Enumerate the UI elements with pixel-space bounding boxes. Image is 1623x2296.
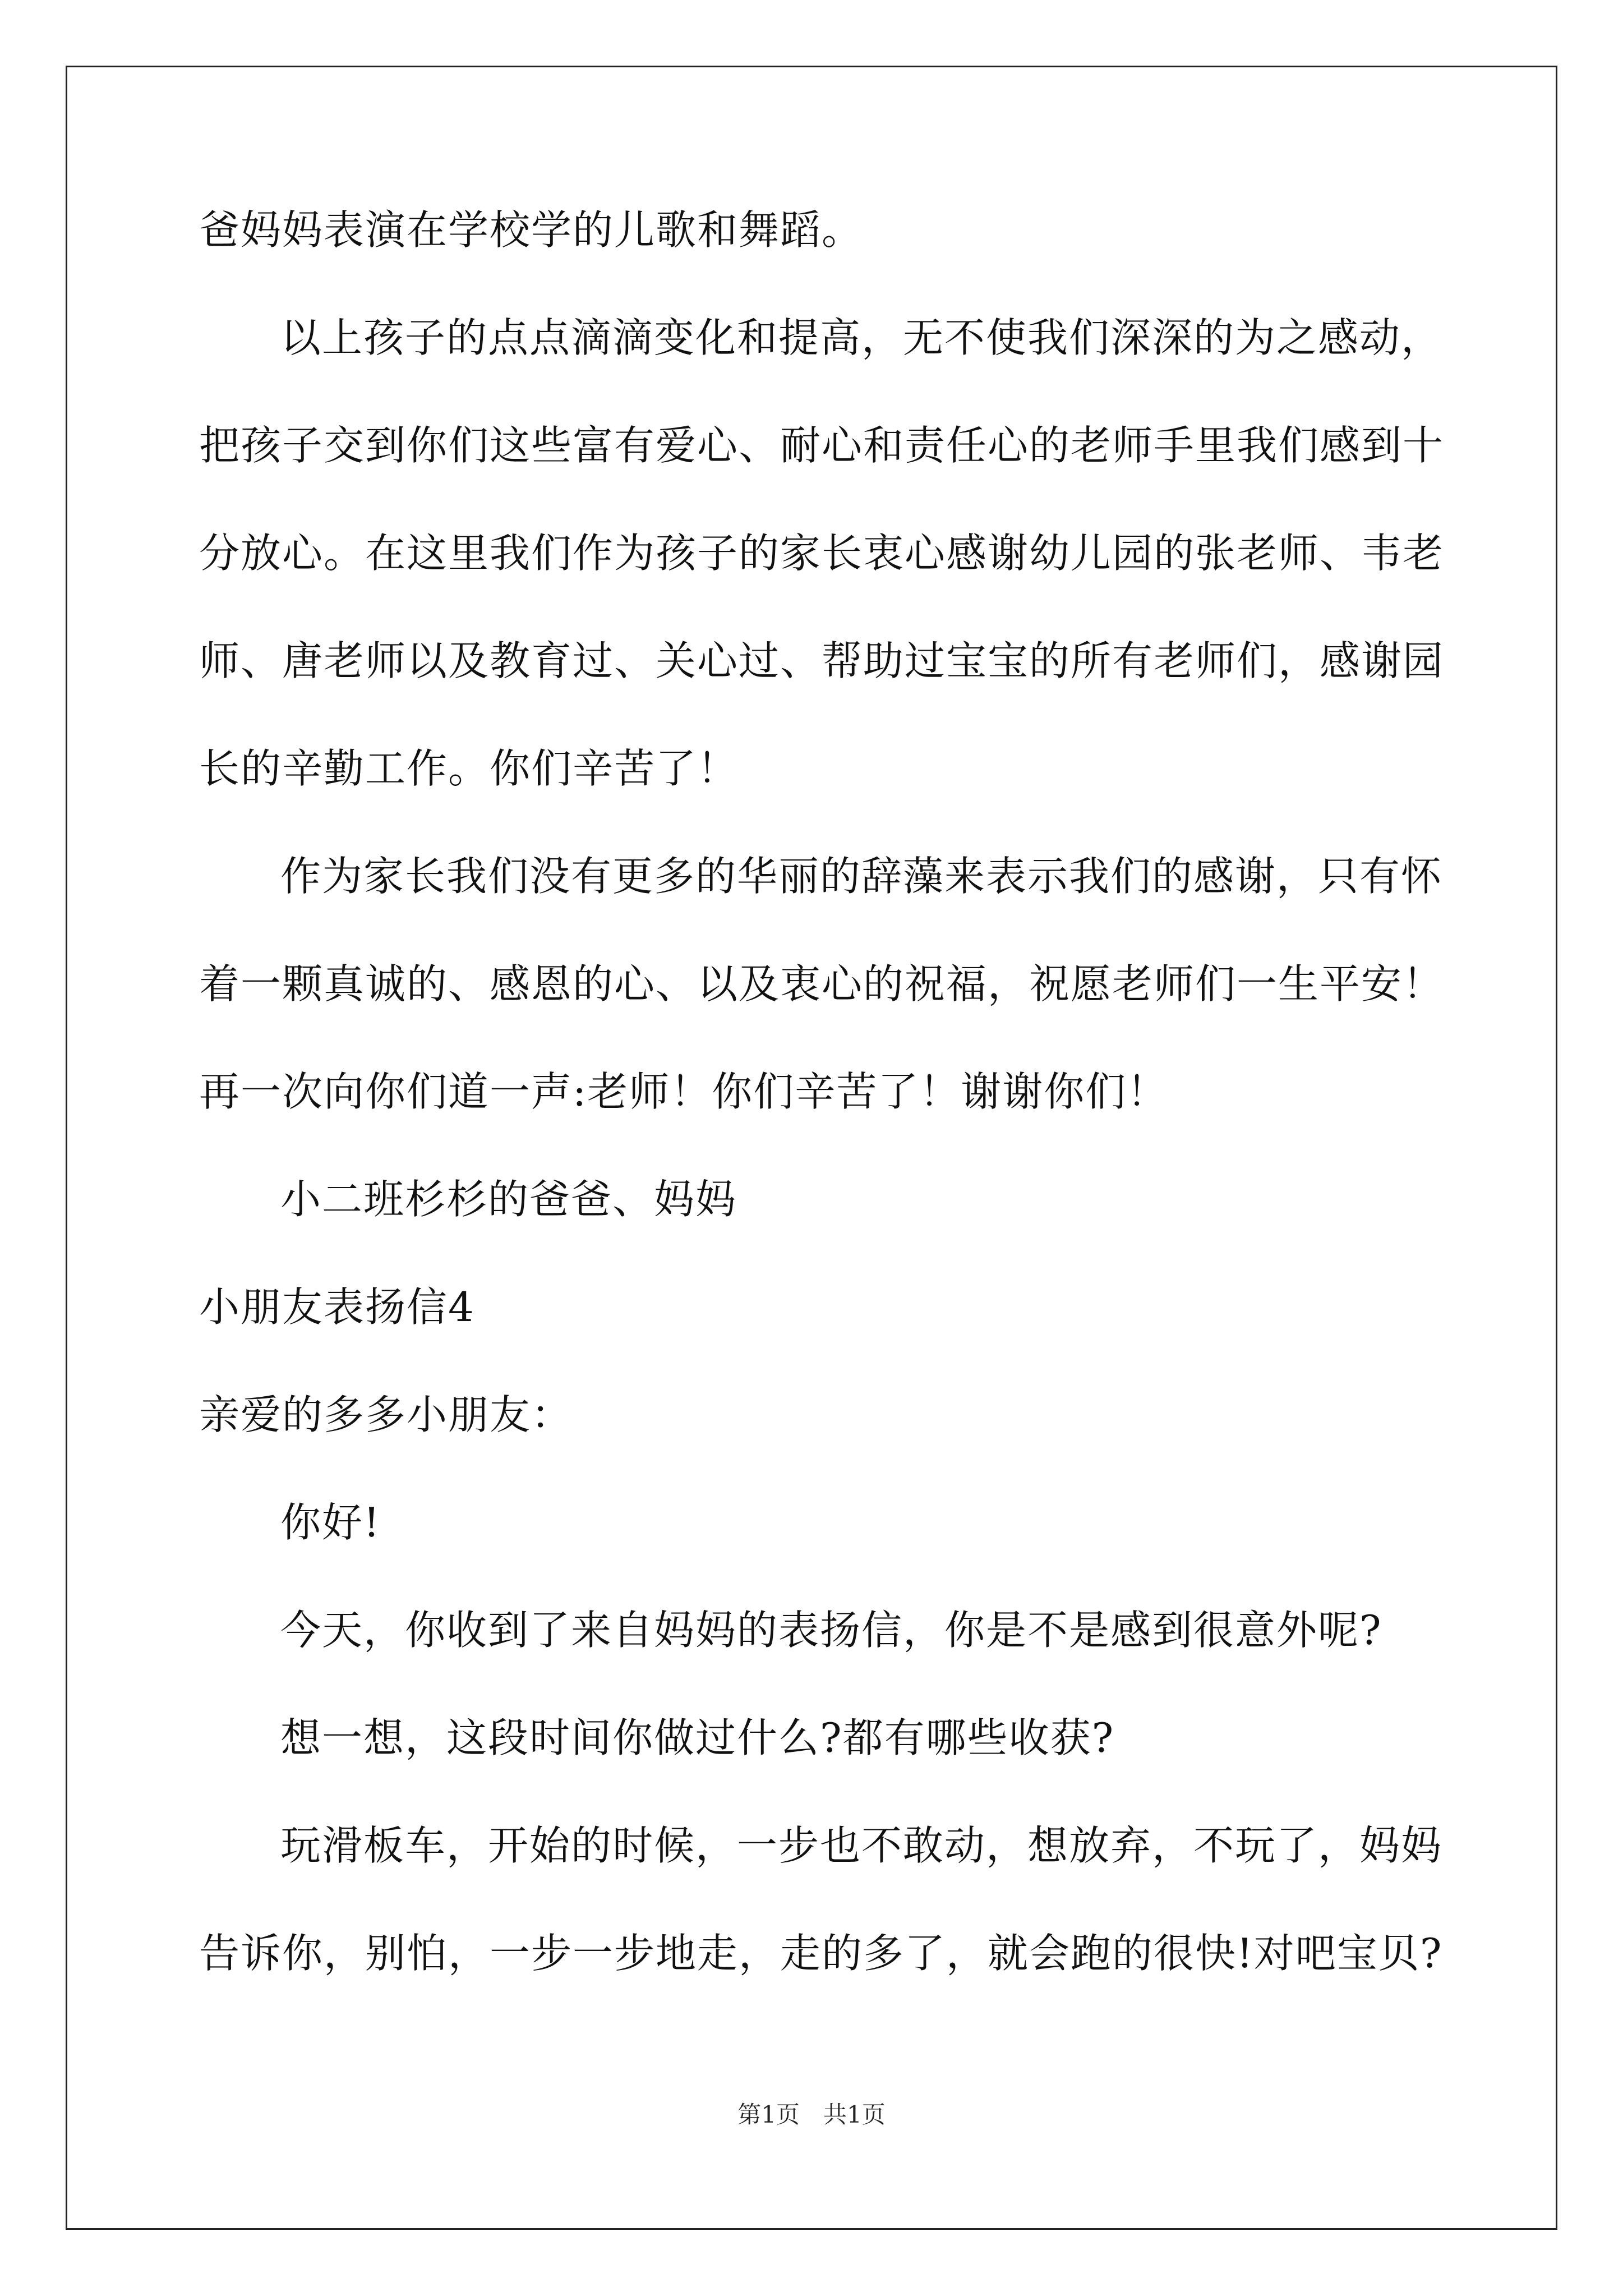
text-line-9: 再一次向你们道一声:老师！你们辛苦了！谢谢你们！ [199,1068,1169,1115]
text-line-3: 把孩子交到你们这些富有爱心、耐心和责任心的老师手里我们感到十 [199,422,1445,469]
page-number-footer: 第1页 共1页 [737,2101,886,2128]
text-line-5: 师、唐老师以及教育过、关心过、帮助过宝宝的所有老师们，感谢园 [199,637,1445,684]
text-line-15: 想一想，这段时间你做过什么?都有哪些收获? [280,1714,1115,1761]
greeting: 你好! [280,1499,381,1546]
signature-line: 小二班杉杉的爸爸、妈妈 [280,1176,737,1223]
text-line-8: 着一颗真诚的、感恩的心、以及衷心的祝福，祝愿老师们一生平安！ [199,960,1445,1007]
page-frame [66,66,1557,2230]
text-line-4: 分放心。在这里我们作为孩子的家长衷心感谢幼儿园的张老师、韦老 [199,530,1445,577]
salutation: 亲爱的多多小朋友： [199,1391,573,1438]
text-line-6: 长的辛勤工作。你们辛苦了！ [199,745,739,792]
text-line-17: 告诉你，别怕，一步一步地走，走的多了，就会跑的很快!对吧宝贝? [199,1930,1443,1977]
text-line-2: 以上孩子的点点滴滴变化和提高，无不使我们深深的为之感动， [280,314,1443,361]
text-line-16: 玩滑板车，开始的时候，一步也不敢动，想放弃，不玩了，妈妈 [280,1822,1443,1869]
text-line-1: 爸妈妈表演在学校学的儿歌和舞蹈。 [199,206,864,254]
text-line-14: 今天，你收到了来自妈妈的表扬信，你是不是感到很意外呢? [280,1607,1382,1654]
text-line-7: 作为家长我们没有更多的华丽的辞藻来表示我们的感谢，只有怀 [280,853,1443,900]
section-title: 小朋友表扬信4 [199,1283,475,1331]
